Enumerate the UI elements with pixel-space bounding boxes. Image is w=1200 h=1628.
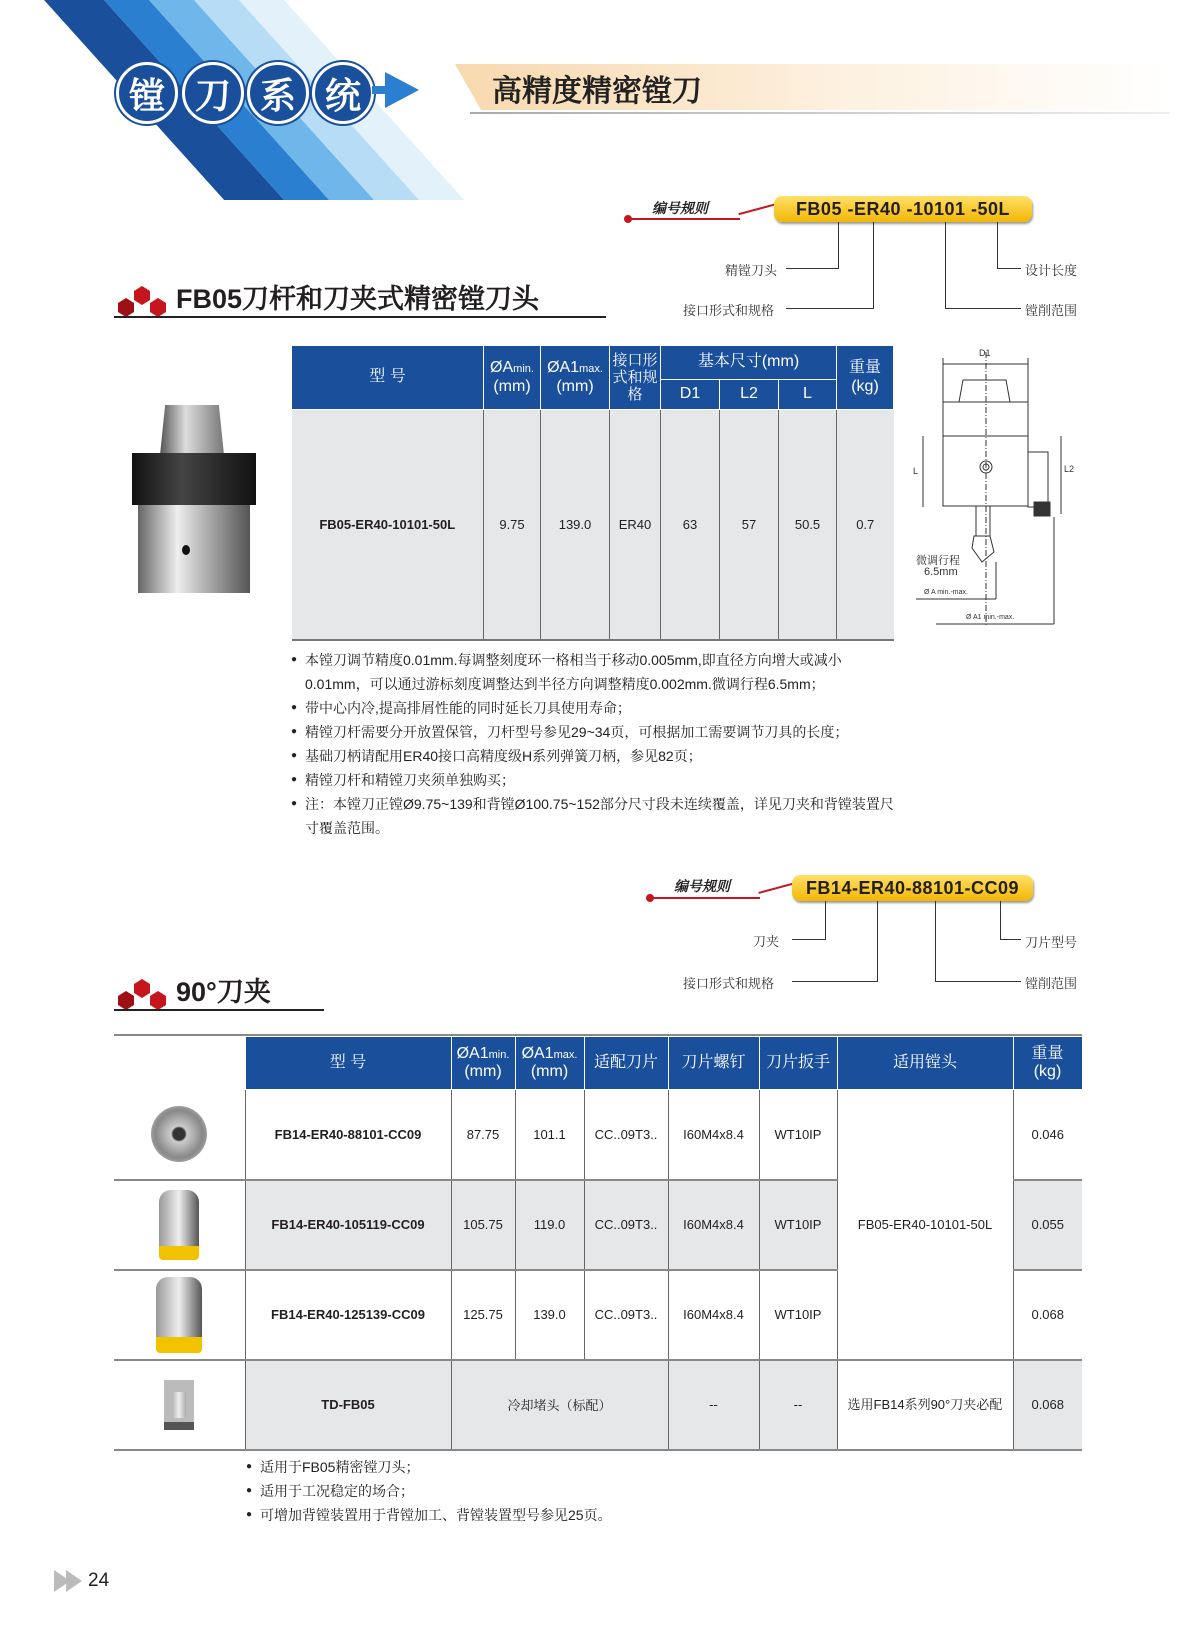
header-badge-char: 刀 <box>182 62 244 124</box>
col-header-head: 适用镗头 <box>837 1037 1013 1090</box>
notes-list-2 <box>246 1455 946 1527</box>
section-title-text: 90°刀夹 <box>176 977 271 1007</box>
col-header-l2: L2 <box>720 380 779 410</box>
note-item: ● 精镗刀杆和精镗刀夹须单独购买； <box>291 768 901 792</box>
code-rule-label: 编号规则 <box>674 878 730 894</box>
col-header-a1max: ØA1max. (mm) <box>515 1037 584 1090</box>
col-header-model: 型 号 <box>245 1037 451 1090</box>
holder-photo <box>156 1277 202 1353</box>
note-item: ● 可增加背镗装置用于背镗加工、背镗装置型号参见25页。 <box>246 1503 946 1527</box>
table-row: FB05-ER40-10101-50L 9.75 139.0 ER40 63 57 50.5 0.7 <box>292 410 894 640</box>
hexagon-logo-icon <box>114 284 170 316</box>
boring-head-photo <box>132 405 256 595</box>
code-part-label: 刀夹 <box>753 934 780 949</box>
col-header-a1min: ØA1min. (mm) <box>451 1037 515 1090</box>
note-item: ● 适用于工况稳定的场合； <box>246 1479 946 1503</box>
col-header-screw: 刀片螺钉 <box>668 1037 759 1090</box>
coolant-plug-photo <box>164 1380 194 1430</box>
col-header-model: 型 号 <box>292 346 484 410</box>
section-title-text: FB05刀杆和刀夹式精密镗刀头 <box>176 284 540 314</box>
col-header-d1: D1 <box>661 380 720 410</box>
table-row: FB14-ER40-88101-CC09 87.75 101.1 CC..09T3.. I60M4x8.4 WT10IP FB05-ER40-10101-50L 0.046 <box>114 1090 1082 1180</box>
code-example: FB05 -ER40 -10101 -50L <box>774 196 1032 222</box>
col-header-insert: 适配刀片 <box>584 1037 668 1090</box>
col-header-basic-dims: 基本尺寸(mm) <box>661 346 837 380</box>
hexagon-logo-icon <box>114 977 170 1009</box>
shared-head-cell: FB05-ER40-10101-50L <box>837 1090 1013 1360</box>
col-header-a1max: ØA1max. (mm) <box>541 346 610 410</box>
col-header-weight: 重量 (kg) <box>837 346 894 410</box>
notes-list-1 <box>291 648 901 840</box>
note-item: ● 基础刀柄请配用ER40接口高精度级H系列弹簧刀柄，参见82页； <box>291 744 901 768</box>
note-item: ● 本镗刀调节精度0.01mm.每调整刻度环一格相当于移动0.005mm,即直径方向增大或减小0.01mm，可以通过游标刻度调整达到半径方向调整精度0.002mm.微调行程6.5mm； <box>291 648 901 696</box>
code-part-label: 设计长度 <box>1025 263 1078 278</box>
code-part-label: 精镗刀头 <box>725 263 778 278</box>
note-item: ● 注：本镗刀正镗Ø9.75~139和背镗Ø100.75~152部分尺寸段未连续覆盖，详见刀夹和背镗装置尺寸覆盖范围。 <box>291 792 901 840</box>
code-part-label: 接口形式和规格 <box>683 303 775 318</box>
code-part-label: 镗削范围 <box>1025 303 1078 318</box>
section-title <box>114 975 324 1011</box>
arrow-shaft <box>372 86 392 94</box>
code-rule-label: 编号规则 <box>652 200 708 216</box>
note-item: ● 精镗刀杆需要分开放置保管，刀杆型号参见29~34页，可根据加工需要调节刀具的长度； <box>291 720 901 744</box>
note-item: ● 适用于FB05精密镗刀头； <box>246 1455 946 1479</box>
col-header-wrench: 刀片扳手 <box>759 1037 837 1090</box>
col-header-interface: 接口形式和规格 <box>610 346 661 410</box>
holder-photo <box>159 1190 199 1260</box>
code-part-label: 接口形式和规格 <box>683 976 775 991</box>
col-header-weight: 重量 (kg) <box>1013 1037 1082 1090</box>
page-arrow-icon <box>66 1570 82 1592</box>
header-badge-char: 镗 <box>116 62 178 124</box>
header-badge-char: 统 <box>312 62 374 124</box>
technical-drawing: D1 L L2 微调行程 6.5mm Ø A min.-max. Ø A1 min.-max. <box>913 348 1075 621</box>
code-example: FB14-ER40-88101-CC09 <box>792 875 1033 901</box>
table-row: FB14-ER40-105119-CC09 105.75 119.0 CC..09T3.. I60M4x8.4 WT10IP 0.055 <box>114 1180 1082 1270</box>
note-item: ● 带中心内冷,提高排屑性能的同时延长刀具使用寿命； <box>291 696 901 720</box>
code-part-label: 刀片型号 <box>1025 935 1078 950</box>
table-row: FB14-ER40-125139-CC09 125.75 139.0 CC..09T3.. I60M4x8.4 WT10IP 0.068 <box>114 1270 1082 1360</box>
boring-head-table <box>291 345 894 641</box>
section-title <box>114 282 606 318</box>
col-header-amin: ØAmin. (mm) <box>484 346 541 410</box>
holder-photo <box>151 1106 207 1162</box>
table-row: TD-FB05 冷却堵头（标配） -- -- 选用FB14系列90°刀夹必配 0.068 <box>114 1360 1082 1450</box>
holder-table <box>114 1036 1083 1451</box>
page-title: 高精度精密镗刀 <box>492 75 702 108</box>
col-header-l: L <box>779 380 837 410</box>
code-part-label: 镗削范围 <box>1025 976 1078 991</box>
banner-underline <box>470 112 1170 114</box>
page-number: 24 <box>88 1570 110 1591</box>
header-badge-char: 系 <box>247 62 309 124</box>
